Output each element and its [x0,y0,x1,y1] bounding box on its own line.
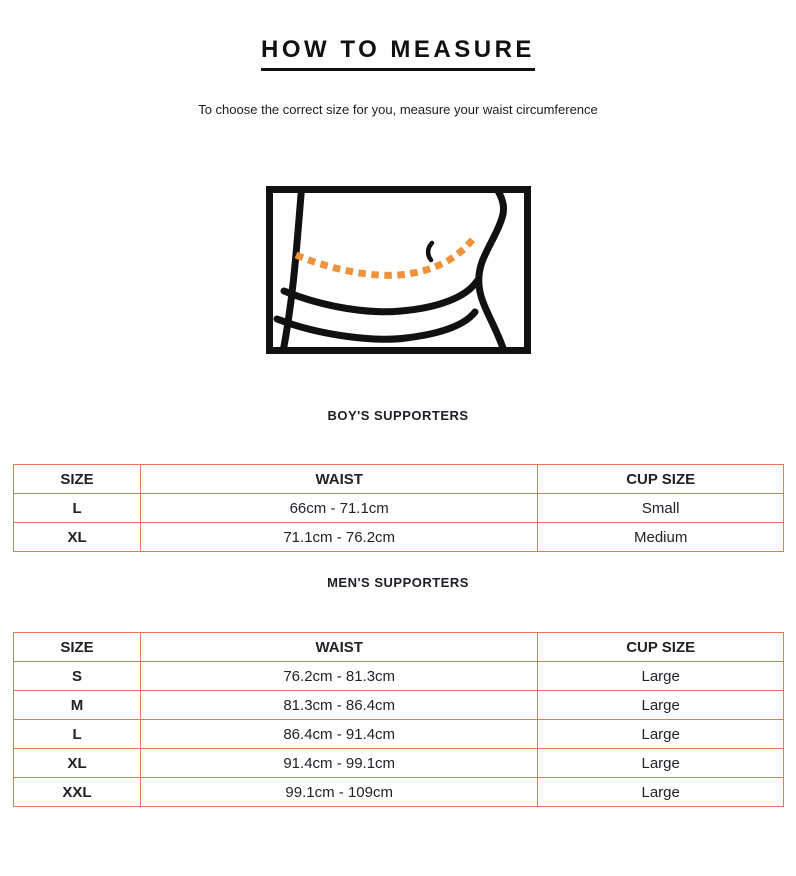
size-value: XXL [14,778,141,807]
cup-size-value: Large [538,778,784,807]
title-wrap [0,36,796,71]
size-value: L [14,720,141,749]
size-guide-page [0,36,796,876]
table-row [14,720,784,749]
column-header-size: SIZE [14,633,141,662]
table-row [14,778,784,807]
cup-size-value: Large [538,662,784,691]
waist-value: 91.4cm - 99.1cm [141,749,538,778]
table-header-row [14,633,784,662]
mens-size-table [13,632,784,807]
cup-size-value: Large [538,720,784,749]
size-value: XL [14,749,141,778]
boys-size-table [13,464,784,552]
cup-size-value: Small [538,494,784,523]
column-header-cup-size: CUP SIZE [538,633,784,662]
cup-size-value: Large [538,749,784,778]
size-value: S [14,662,141,691]
mens-supporters-heading: MEN'S SUPPORTERS [327,575,469,590]
cup-size-value: Medium [538,523,784,552]
column-header-cup-size: CUP SIZE [538,465,784,494]
column-header-waist: WAIST [141,633,538,662]
size-value: XL [14,523,141,552]
size-value: L [14,494,141,523]
waist-value: 99.1cm - 109cm [141,778,538,807]
waist-value: 71.1cm - 76.2cm [141,523,538,552]
table-row [14,523,784,552]
waist-value: 81.3cm - 86.4cm [141,691,538,720]
boys-supporters-heading: BOY'S SUPPORTERS [327,408,469,423]
column-header-size: SIZE [14,465,141,494]
waist-diagram-icon [266,186,531,354]
waist-value: 86.4cm - 91.4cm [141,720,538,749]
size-value: M [14,691,141,720]
measure-instruction-text: To choose the correct size for you, measure your waist circumference [198,102,598,117]
table-row [14,691,784,720]
table-row [14,662,784,691]
waist-value: 76.2cm - 81.3cm [141,662,538,691]
column-header-waist: WAIST [141,465,538,494]
cup-size-value: Large [538,691,784,720]
table-row [14,494,784,523]
waist-value: 66cm - 71.1cm [141,494,538,523]
waist-measurement-illustration [266,186,531,354]
table-header-row [14,465,784,494]
page-title: HOW TO MEASURE [261,36,535,71]
table-row [14,749,784,778]
